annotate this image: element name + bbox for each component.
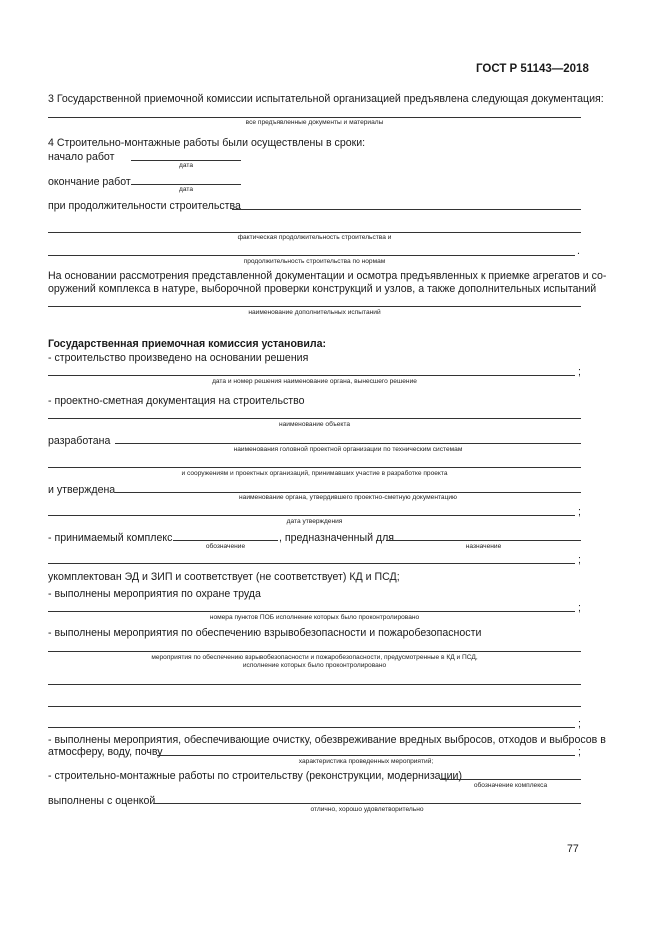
- documents-line[interactable]: [48, 117, 581, 118]
- semicolon-3: ;: [578, 554, 581, 566]
- end-date-caption: дата: [179, 186, 193, 193]
- fire-text: - выполнены мероприятия по обеспечению взрывобезопасности и пожаробезопасности: [48, 627, 482, 639]
- semicolon-6: ;: [578, 746, 581, 758]
- complex-label: - принимаемый комплекс: [48, 532, 173, 544]
- equipped-text: укомплектован ЭД и ЗИП и соответствует (не соответствует) КД и ПСД;: [48, 571, 400, 583]
- docs-text: - проектно-сметная документация на строительство: [48, 395, 305, 407]
- general-org-caption: наименования головной проектной организации по техническим системам: [233, 446, 463, 453]
- duration-line[interactable]: [232, 209, 581, 210]
- tests-line[interactable]: [48, 306, 581, 307]
- eco-line[interactable]: [157, 755, 575, 756]
- commission-heading: Государственная приемочная комиссия установила:: [48, 338, 327, 350]
- semicolon-4: ;: [578, 602, 581, 614]
- section-4-text: 4 Строительно-монтажные работы были осуществлены в сроки:: [48, 137, 366, 149]
- labor-caption: номера пунктов ПОБ исполнение которых было проконтролировано: [209, 614, 420, 621]
- start-date-caption: дата: [179, 162, 193, 169]
- standard-header: ГОСТ Р 51143—2018: [476, 63, 589, 75]
- start-label: начало работ: [48, 151, 115, 163]
- duration-label: при продолжительности строительства: [48, 200, 241, 212]
- period-mark: .: [577, 245, 580, 257]
- grade-label: выполнены с оценкой: [48, 795, 156, 807]
- fire-line-2[interactable]: [48, 684, 581, 685]
- norm-duration-line[interactable]: [48, 255, 575, 256]
- tests-caption: наименование дополнительных испытаний: [248, 309, 381, 316]
- complex-purpose-line[interactable]: [386, 540, 581, 541]
- general-org-line[interactable]: [115, 443, 581, 444]
- works-text: - строительно-монтажные работы по строительству (реконструкции, модернизации): [48, 770, 463, 782]
- labor-line[interactable]: [48, 611, 575, 612]
- developed-label: разработана: [48, 435, 111, 447]
- fire-line-4[interactable]: [48, 727, 575, 728]
- actual-duration-caption: фактическая продолжительность строительства и: [237, 234, 392, 241]
- complex-middle: , предназначенный для: [279, 532, 395, 544]
- approval-date-caption: дата утверждения: [286, 518, 343, 525]
- end-label: окончание работ: [48, 176, 131, 188]
- semicolon-1: ;: [578, 366, 581, 378]
- basis-line-1: На основании рассмотрения представленной документации и осмотра предъявленных к приемке агрегатов и со-: [48, 270, 607, 282]
- documents-caption: все предъявленные документы и материалы: [245, 119, 384, 126]
- semicolon-2: ;: [578, 506, 581, 518]
- object-caption: наименование объекта: [278, 421, 350, 428]
- start-date-line[interactable]: [131, 160, 241, 161]
- decision-line[interactable]: [48, 375, 575, 376]
- fire-line-3[interactable]: [48, 706, 581, 707]
- section-3-text: 3 Государственной приемочной комиссии испытательной организацией предъявлена следующая документация:: [48, 93, 604, 105]
- purpose-caption: назначение: [465, 543, 502, 550]
- designation-caption: обозначение: [205, 543, 246, 550]
- actual-duration-line[interactable]: [48, 232, 581, 233]
- norm-duration-caption: продолжительность строительства по нормам: [243, 258, 386, 265]
- complex-designation-line-2[interactable]: [440, 779, 581, 780]
- approver-line[interactable]: [115, 492, 581, 493]
- approver-caption: наименование органа, утвердившего проектно-сметную документацию: [239, 494, 457, 501]
- decision-caption: дата и номер решения наименование органа, вынесшего решение: [212, 378, 417, 385]
- approved-label: и утверждена: [48, 484, 116, 496]
- complex-designation-caption: обозначение комплекса: [473, 782, 548, 789]
- eco-caption: характеристика проведенных мероприятий;: [298, 758, 434, 765]
- grade-line[interactable]: [153, 803, 581, 804]
- fire-caption-1: мероприятия по обеспечению взрывобезопасности и пожаробезопасности, предусмотренные в КД и ПСД,: [151, 654, 478, 661]
- participants-line[interactable]: [48, 467, 581, 468]
- object-line[interactable]: [48, 418, 581, 419]
- basis-line-2: оружений комплекса в натуре, выборочной проверки конструкций и узлов, а также дополнительных испытаний: [48, 283, 597, 295]
- eco-line-1: - выполнены мероприятия, обеспечивающие очистку, обезвреживание вредных выбросов, отходов и выбросов в: [48, 734, 606, 746]
- fire-caption-2: исполнение которых было проконтролировано: [242, 662, 387, 669]
- page-number: 77: [567, 843, 579, 855]
- grade-caption: отлично, хорошо удовлетворительно: [310, 806, 424, 813]
- labor-text: - выполнены мероприятия по охране труда: [48, 588, 261, 600]
- fire-line-1[interactable]: [48, 651, 581, 652]
- semicolon-5: ;: [578, 718, 581, 730]
- end-date-line[interactable]: [131, 184, 241, 185]
- complex-continuation-line[interactable]: [48, 563, 575, 564]
- complex-designation-line[interactable]: [173, 540, 278, 541]
- participants-caption: и сооружениям и проектных организаций, принимавших участие в разработке проекта: [181, 470, 448, 477]
- eco-line-2: атмосферу, воду, почву: [48, 746, 163, 758]
- approval-date-line[interactable]: [48, 515, 575, 516]
- built-text: - строительство произведено на основании решения: [48, 352, 309, 364]
